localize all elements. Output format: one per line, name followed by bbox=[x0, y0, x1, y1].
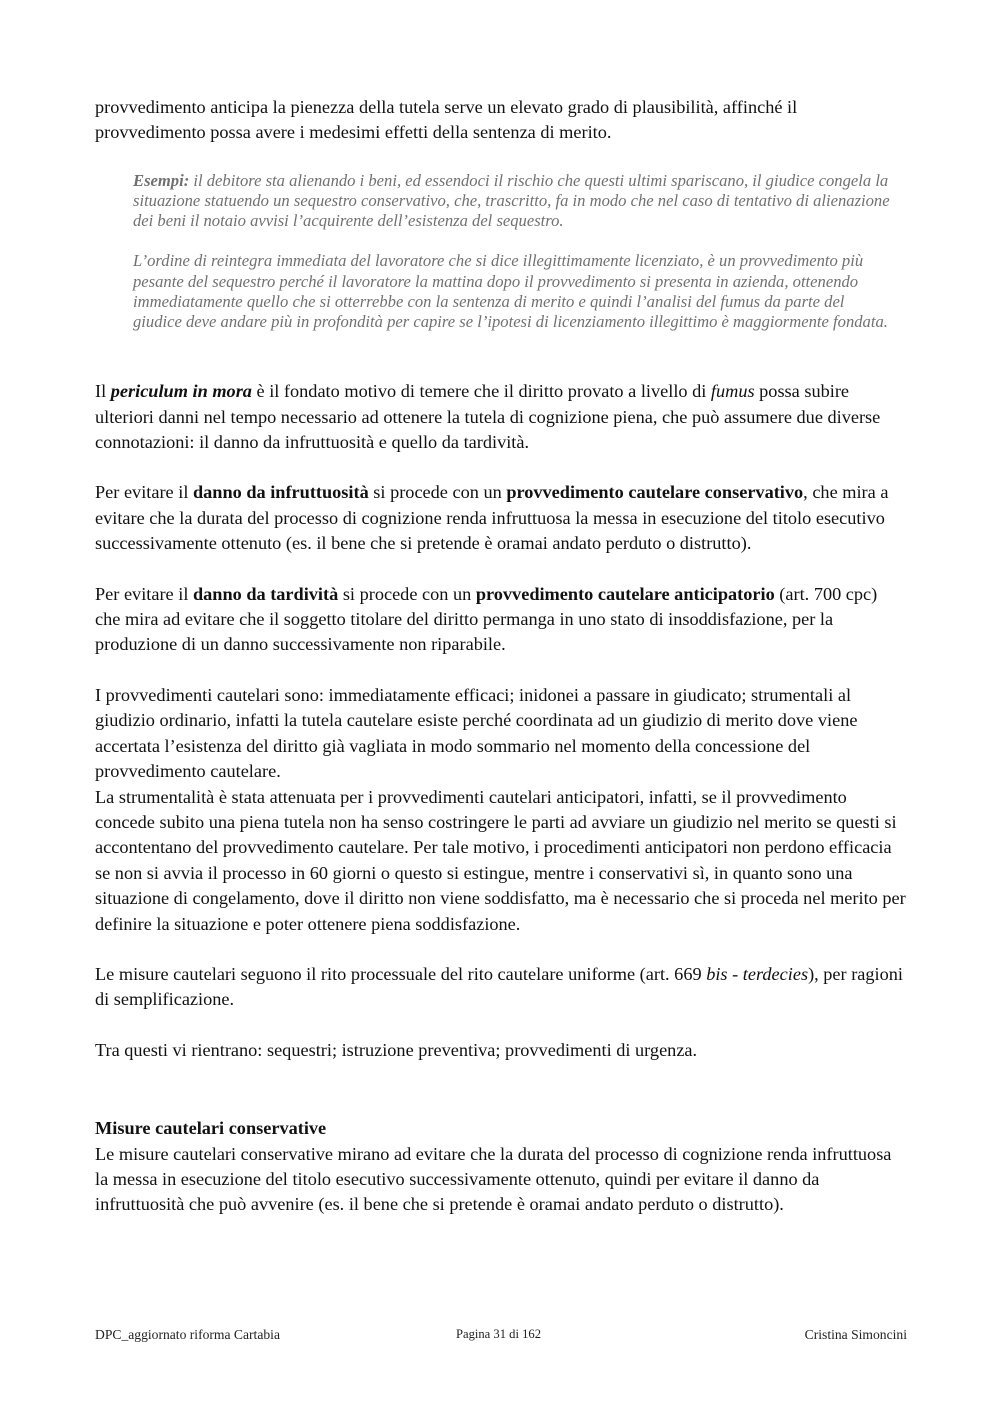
footer-document-title: DPC_aggiornato riforma Cartabia bbox=[95, 1327, 280, 1342]
text-run: si procede con un bbox=[368, 482, 507, 503]
caratteri-paragraph: I provvedimenti cautelari sono: immediatamente efficaci; inidonei a passare in giudicato; strumentali al giudizio ordinario, infatti la tutela cautelare esiste perché coordinata ad un giudizio di merito dove viene accertata l’esistenza del diritto già vagliata in modo sommario nel momento della concessione del provvedimento cautelare. bbox=[95, 684, 858, 782]
bis-terdecies-term: bis - terdecies bbox=[706, 963, 809, 984]
text-run: si procede con un bbox=[338, 583, 476, 604]
rito-paragraph bbox=[95, 962, 907, 1013]
example-paragraph-1 bbox=[133, 171, 891, 232]
strumentalita-paragraph: La strumentalità è stata attenuata per i provvedimenti cautelari anticipatori, infatti, se il provvedimento concede subito una piena tutela non ha senso costringere le parti ad avviare un giudizio nel merito se questi si accontentano del provvedimento cautelare. Per tale motivo, i procedimenti anticipatori non perdono efficacia se non si avvia il processo in 60 giorni o questo si estingue, mentre i conservativi sì, in quanto sono una situazione di congelamento, dove il diritto non viene soddisfatto, ma è necessario che si proceda nel merito per definire la situazione e poter ottenere piena soddisfazione. bbox=[95, 786, 906, 934]
tardivita-term: danno da tardività bbox=[192, 583, 339, 604]
example-paragraph-2: L’ordine di reintegra immediata del lavoratore che si dice illegittimamente licenziato, è un provvedimento più pesante del sequestro perché il lavoratore la mattina dopo il provvedimento si presenta in azienda, ottenendo immediatamente quello che si otterrebbe con la sentenza di merito e quindi l’analisi del fumus da parte del giudice deve andare più in profondità per capire se l’ipotesi di licenziamento illegittimo è maggiormente fondata. bbox=[133, 251, 888, 332]
text-run: è il fondato motivo di temere che il diritto provato a livello di bbox=[251, 381, 711, 402]
text-run: possa subire ulteriori danni nel tempo necessario ad ottenere la tutela di cognizione piena, che può assumere due diverse connotazioni: il danno da infruttuosità e quello da tardività. bbox=[95, 381, 881, 453]
tardivita-paragraph bbox=[95, 582, 907, 658]
text-run: , che mira a evitare che la durata del processo di cognizione renda infruttuosa la messa in esecuzione del titolo esecutivo successivamente ottenuto (es. il bene che si pretende è oramai andato perduto o distrutto). bbox=[95, 482, 889, 554]
section-heading: Misure cautelari conservative bbox=[95, 1118, 327, 1139]
footer-page-number: Pagina 31 di 162 bbox=[456, 1327, 542, 1341]
fumus-term: fumus bbox=[710, 381, 755, 402]
text-run: ), per ragioni di semplificazione. bbox=[95, 963, 903, 1010]
page-footer bbox=[95, 1327, 907, 1347]
text-run: Le misure cautelari seguono il rito processuale del rito cautelare uniforme (art. 669 bbox=[95, 963, 707, 984]
footer-author: Cristina Simoncini bbox=[804, 1327, 907, 1342]
text-run: Il bbox=[95, 381, 111, 402]
text-run: Per evitare il bbox=[95, 583, 193, 604]
infruttuosita-paragraph bbox=[95, 480, 907, 556]
example-text-1: il debitore sta alienando i beni, ed essendoci il rischio che questi ultimi spariscano, il giudice congela la situazione statuendo un sequestro conservativo, che, trascritto, fa in modo che nel caso di tentativo di alienazione dei beni il notaio avvisi l’acquirente dell’esistenza del sequestro. bbox=[133, 170, 890, 231]
periculum-term: periculum in mora bbox=[110, 381, 252, 402]
anticipatorio-term: provvedimento cautelare anticipatorio bbox=[475, 583, 775, 604]
conservativo-term: provvedimento cautelare conservativo bbox=[506, 482, 804, 503]
conservative-paragraph: Le misure cautelari conservative mirano ad evitare che la durata del processo di cognizione renda infruttuosa la messa in esecuzione del titolo esecutivo successivamente ottenuto, quindi per evitare il danno da infruttuosità che può avvenire (es. il bene che si pretende è oramai andato perduto o distrutto). bbox=[95, 1143, 892, 1215]
elenco-paragraph: Tra questi vi rientrano: sequestri; istruzione preventiva; provvedimenti di urgenza. bbox=[95, 1039, 698, 1060]
infruttuosita-term: danno da infruttuosità bbox=[192, 482, 369, 503]
examples-label: Esempi: bbox=[133, 170, 190, 190]
text-run: Per evitare il bbox=[95, 482, 193, 503]
text-run: (art. 700 cpc) che mira ad evitare che il soggetto titolare del diritto permanga in uno stato di insoddisfazione, per la produzione di un danno successivamente non riparabile. bbox=[95, 583, 878, 655]
intro-paragraph: provvedimento anticipa la pienezza della tutela serve un elevato grado di plausibilità, affinché il provvedimento possa avere i medesimi effetti della sentenza di merito. bbox=[95, 97, 798, 143]
page-body bbox=[95, 95, 907, 1218]
periculum-paragraph bbox=[95, 379, 907, 455]
